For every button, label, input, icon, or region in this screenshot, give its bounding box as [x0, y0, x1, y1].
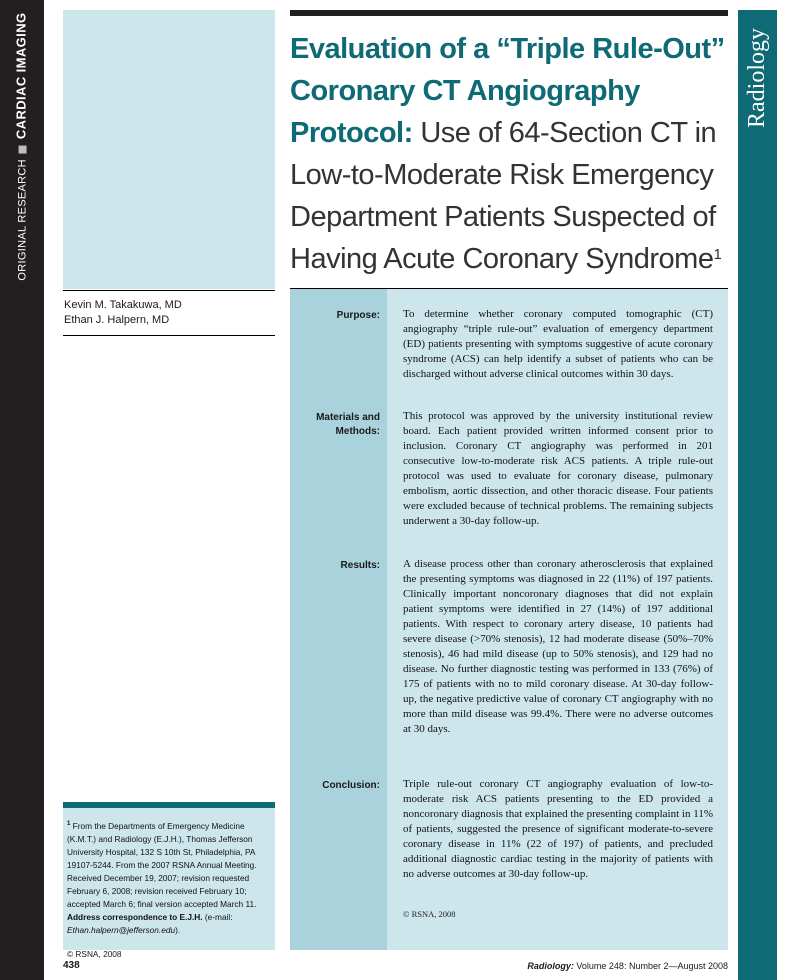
title-line-5: Department Patients Suspected of: [290, 201, 716, 233]
author-list: [63, 290, 275, 336]
purpose-text: To determine whether coronary computed tomographic (CT) angiography “triple rule-out” evaluation of emergency department (ED) patients presenting with symptoms suggestive of acute coronary syndrome (ACS) can help identify a subset of patients who can be discharged without adverse clinical outcomes within 30 days.: [403, 308, 713, 380]
footnote-email-link[interactable]: Ethan.halpern@jefferson.edu: [67, 924, 176, 935]
title-line-3-bold: Protocol:: [290, 117, 413, 149]
footer-issue: Volume 248: Number 2—August 2008: [576, 961, 728, 971]
footnote-affiliations: From the Departments of Emergency Medicine (K.M.T.) and Radiology (E.J.H.), Thomas Jefferson University Hospital, 132 S 10th St, Philadelphia, PA 19107-5244. From the 2007 RSNA Annual Meeting. Received December 19, 2007; revision requested February 6, 2008; revision received February 10; accepted March 6; final version accepted March 11.: [67, 820, 257, 909]
footnote-copyright: © RSNA, 2008: [67, 948, 122, 959]
author-2: Ethan J. Halpern, MD: [64, 314, 170, 326]
title-footnote-mark: 1: [713, 246, 722, 263]
conclusion-label: Conclusion:: [322, 780, 380, 791]
journal-name: Radiology: [744, 28, 770, 128]
footnote-text-block: [67, 818, 271, 937]
methods-label-line-1: Materials and: [316, 412, 380, 423]
purpose-label: Purpose:: [336, 310, 380, 321]
results-text: A disease process other than coronary atherosclerosis that explained the presenting symptoms was diagnosed in 22 (11%) of 197 patients. Clinically important noncoronary diagnoses that did not explain patient symptoms were identified in 27 (14%) of 197 additional patients. With respect to coronary artery disease, 10 patients had severe disease (>70% stenosis), 12 had moderate disease (50%–70% stenosis), 46 had mild disease (up to 50% stenosis), and 129 had no disease. No further diagnostic testing was performed in 133 (76%) of 175 of patients with no to mild coronary disease. At 30-day follow-up, the negative predictive value of coronary CT angiography with no more than mild disease was 99.4%. There were no adverse outcomes at 30 days.: [403, 558, 713, 735]
footnote-email-prefix: (e-mail:: [204, 911, 233, 922]
left-color-block: [63, 10, 275, 289]
article-title: [290, 28, 735, 280]
section-separator-square: [19, 145, 27, 153]
title-line-1: Evaluation of a “Triple Rule-Out”: [290, 33, 725, 65]
journal-footer: [527, 961, 728, 971]
conclusion-text: Triple rule-out coronary CT angiography evaluation of low-to-moderate risk ACS patients presenting to the ED provided a noncoronary diagnosis that explained the presenting complaint in 11% of patients, suggested the presence of significant moderate-to-severe coronary disease in 11% (22 of 197) of patients, and precluded additional diagnostic cardiac testing in the majority of patients with no adverse outcomes at 30-day follow-up.: [403, 778, 713, 880]
journal-band: [738, 10, 777, 980]
methods-label: [285, 411, 380, 439]
page-number: 438: [63, 960, 80, 971]
results-label: Results:: [340, 560, 380, 571]
footnote-address-name: E.J.H.: [179, 911, 203, 922]
abstract-box: [290, 288, 728, 950]
footnote-email-suffix: ).: [175, 924, 181, 935]
footnote-mark: 1: [67, 821, 71, 827]
section-type: ORIGINAL RESEARCH: [16, 159, 29, 281]
title-rule: [290, 10, 728, 16]
footnote-address-label: Address correspondence to: [67, 911, 178, 922]
methods-label-line-2: Methods:: [335, 426, 380, 437]
abstract-label-column: [290, 289, 387, 950]
abstract-copyright: © RSNA, 2008: [403, 909, 456, 919]
footnote-box: [63, 802, 275, 959]
title-line-6: Having Acute Coronary Syndrome: [290, 243, 714, 275]
methods-text: This protocol was approved by the university institutional review board. Each patient provided written informed consent prior to inclusion. Coronary CT angiography was performed in 201 consecutive low-to-moderate risk ACS patients. A triple rule-out protocol was used to evaluate for coronary disease, pulmonary embolism, aortic dissection, and other thoracic disease. Four patients were excluded because of technical problems. The remaining subjects underwent a 30-day follow-up.: [403, 410, 713, 527]
author-1: Kevin M. Takakuwa, MD: [64, 299, 182, 311]
title-line-3-light: Use of 64-Section CT in: [412, 117, 717, 149]
title-line-4: Low-to-Moderate Risk Emergency: [290, 159, 714, 191]
title-line-2: Coronary CT Angiography: [290, 75, 640, 107]
section-subject: CARDIAC IMAGING: [13, 12, 29, 140]
footer-journal-name: Radiology:: [527, 961, 574, 971]
